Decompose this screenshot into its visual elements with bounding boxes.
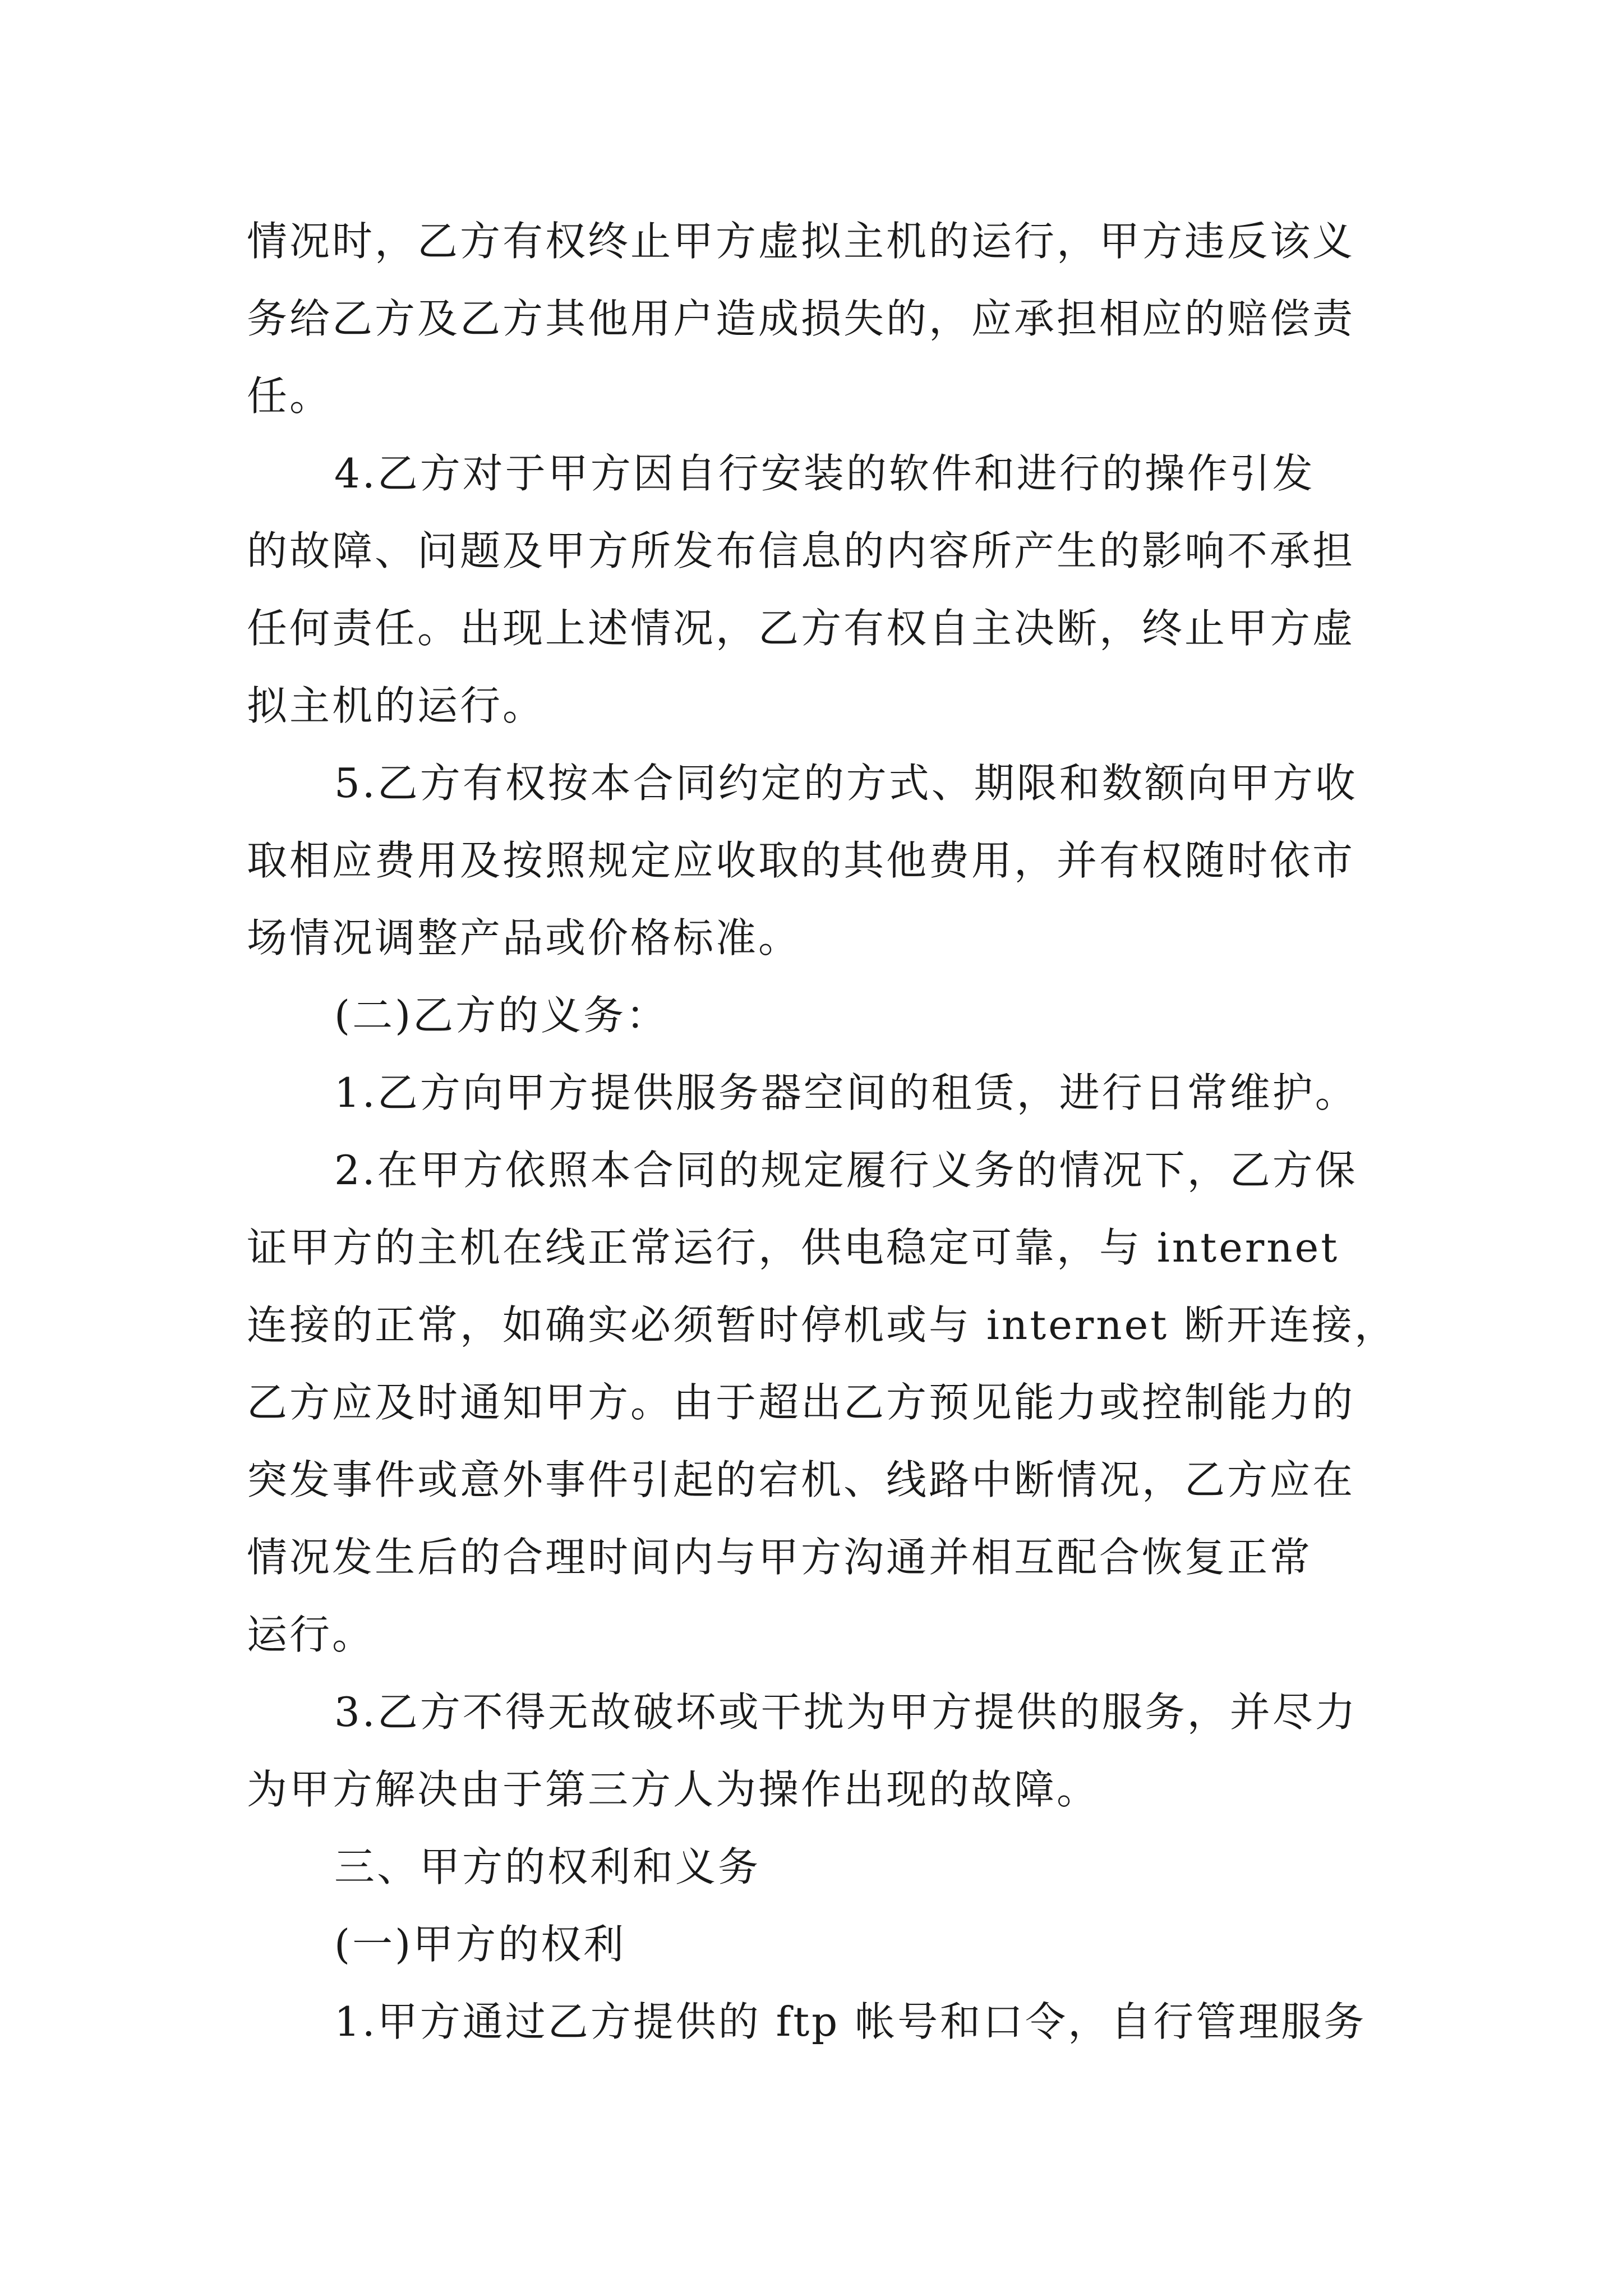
text-line: 情况发生后的合理时间内与甲方沟通并相互配合恢复正常	[247, 1534, 1313, 1581]
section-heading: (一)甲方的权利	[334, 1921, 626, 1968]
text-line: 的故障、问题及甲方所发布信息的内容所产生的影响不承担	[247, 527, 1355, 574]
text-line: 为甲方解决由于第三方人为操作出现的故障。	[247, 1766, 1100, 1813]
text-line: 运行。	[247, 1611, 375, 1658]
section-heading: (二)乙方的义务：	[334, 992, 669, 1039]
text-line: 任。	[247, 372, 333, 420]
text-line: 1.乙方向甲方提供服务器空间的租赁，进行日常维护。	[334, 1069, 1358, 1116]
section-heading: 三、甲方的权利和义务	[334, 1843, 761, 1890]
text-line: 任何责任。出现上述情况，乙方有权自主决断，终止甲方虚	[247, 605, 1355, 652]
text-line: 5.乙方有权按本合同约定的方式、期限和数额向甲方收	[334, 760, 1358, 807]
text-line: 连接的正常，如确实必须暂时停机或与 internet 断开连接，	[247, 1301, 1398, 1349]
text-line: 3.乙方不得无故破坏或干扰为甲方提供的服务，并尽力	[334, 1688, 1358, 1736]
text-line: 乙方应及时通知甲方。由于超出乙方预见能力或控制能力的	[247, 1379, 1355, 1426]
text-line: 取相应费用及按照规定应收取的其他费用，并有权随时依市	[247, 837, 1355, 884]
text-line: 场情况调整产品或价格标准。	[247, 914, 801, 961]
text-line: 1.甲方通过乙方提供的 ftp 帐号和口令，自行管理服务	[334, 1998, 1367, 2045]
text-line: 证甲方的主机在线正常运行，供电稳定可靠，与 internet	[247, 1224, 1340, 1271]
text-line: 拟主机的运行。	[247, 682, 546, 729]
text-line: 突发事件或意外事件引起的宕机、线路中断情况，乙方应在	[247, 1456, 1355, 1503]
text-line: 4.乙方对于甲方因自行安装的软件和进行的操作引发	[334, 450, 1315, 497]
text-line: 2.在甲方依照本合同的规定履行义务的情况下，乙方保	[334, 1147, 1358, 1194]
text-line: 情况时，乙方有权终止甲方虚拟主机的运行，甲方违反该义	[247, 218, 1355, 265]
text-line: 务给乙方及乙方其他用户造成损失的，应承担相应的赔偿责	[247, 295, 1355, 342]
